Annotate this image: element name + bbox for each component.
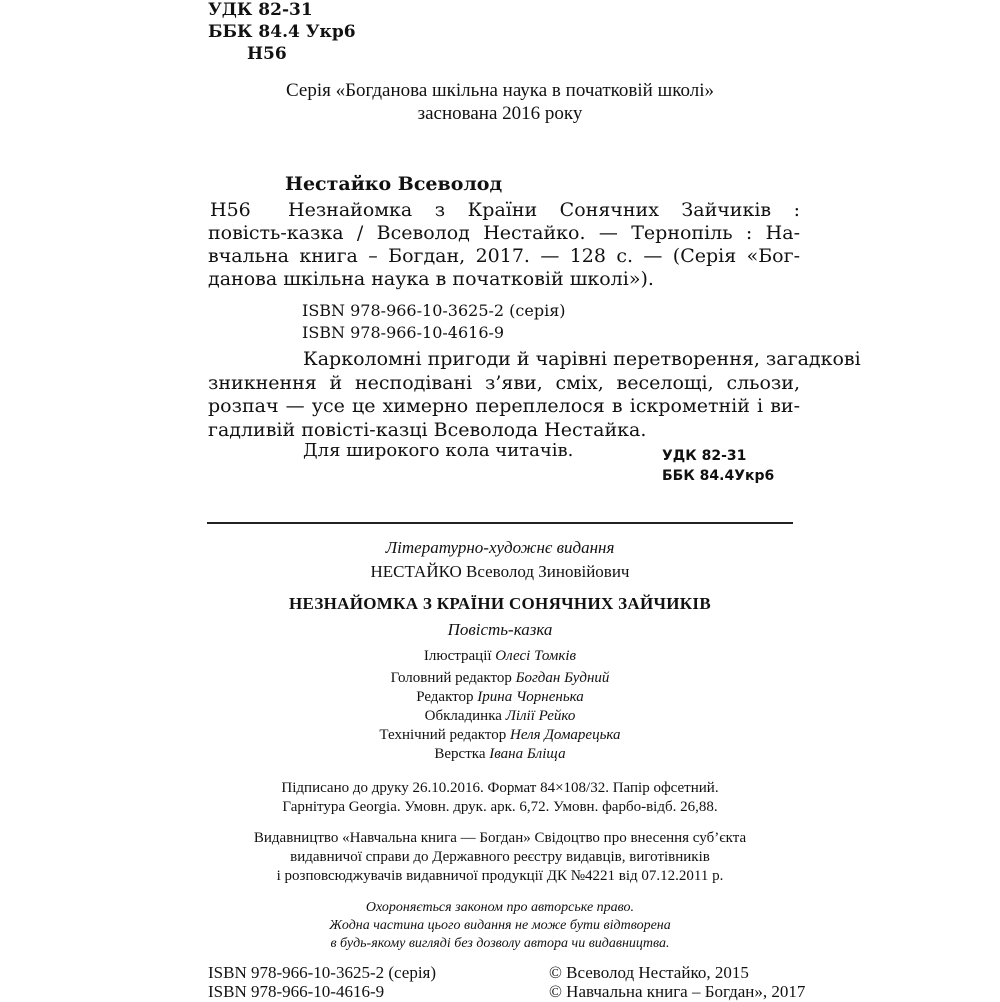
print-details-line-2: Гарнітура Georgia. Умовн. друк. арк. 6,72. Умовн. фарбо-відб. 26,88.	[282, 799, 718, 815]
catalog-annotation	[208, 348, 861, 442]
footer-isbn: ISBN 978-966-10-4616-9	[208, 982, 385, 1001]
imprint-genre: Повість-казка	[447, 620, 553, 639]
description-line: вчальна книга – Богдан, 2017. — 128 с. — (Серія «Бог-	[208, 245, 800, 267]
annotation-line: зникнення й несподівані з’яви, сміх, веселощі, сльози,	[208, 371, 800, 394]
catalog-audience: Для широкого кола читачів.	[303, 440, 574, 461]
publisher-line-2: видавничої справи до Державного реєстру видавців, виготівників	[290, 849, 710, 865]
copyright-notice-line-2: Жодна частина цього видання не може бути відтворена	[329, 918, 671, 933]
catalog-isbn: ISBN 978-966-10-4616-9	[302, 323, 505, 342]
credit-role: Редактор	[416, 689, 474, 705]
illustrations-label: Ілюстрації	[423, 648, 492, 664]
credit-line	[0, 708, 1000, 725]
credit-line	[0, 727, 1000, 744]
annotation-line: гадливій повісті-казці Всеволода Нестайка.	[208, 418, 647, 441]
description-line: данова шкільна наука в початковій школі»).	[208, 268, 654, 290]
credit-role: Головний редактор	[390, 670, 512, 686]
header-udk: УДК 82-31	[208, 0, 313, 20]
description-line: Незнайомка з Країни Сонячних Зайчиків :	[288, 199, 800, 221]
section-divider	[207, 522, 793, 524]
footer-copyright-author: © Всеволод Нестайко, 2015	[549, 963, 749, 982]
copyright-notice-line-3: в будь-якому вигляді без дозволу автора чи видавництва.	[330, 936, 670, 951]
catalog-author: Нестайко Всеволод	[285, 173, 503, 195]
print-details-line-1: Підписано до друку 26.10.2016. Формат 84×108/32. Папір офсетний.	[281, 780, 719, 796]
annotation-line: розпач — усе це химерно переплелося в іскрометній і ви-	[208, 395, 800, 417]
catalog-code: Н56	[210, 199, 251, 221]
catalog-isbn-series: ISBN 978-966-10-3625-2 (серія)	[302, 301, 566, 320]
credit-name: Неля Домарецька	[510, 727, 621, 743]
footer-isbn-series: ISBN 978-966-10-3625-2 (серія)	[208, 963, 437, 982]
series-line-2: заснована 2016 року	[417, 103, 583, 124]
description-line: повість-казка / Всеволод Нестайко. — Тернопіль : На-	[208, 222, 800, 244]
publisher-line-3: і розповсюджувачів видавничої продукції ДК №4221 від 07.12.2011 р.	[276, 868, 724, 884]
credit-name: Ірина Чорненька	[477, 689, 584, 705]
catalog-bbk: ББК 84.4Укр6	[662, 468, 775, 484]
footer-copyright-publisher: © Навчальна книга – Богдан», 2017	[549, 982, 806, 1001]
credit-name: Богдан Будний	[515, 670, 610, 686]
header-code: Н56	[247, 44, 287, 64]
imprint-title: НЕЗНАЙОМКА З КРАЇНИ СОНЯЧНИХ ЗАЙЧИКІВ	[289, 594, 711, 613]
credit-line	[0, 746, 1000, 763]
publisher-line-1: Видавництво «Навчальна книга — Богдан» Свідоцтво про внесення суб’єкта	[253, 830, 747, 846]
series-line-1: Серія «Богданова шкільна наука в початковій школі»	[286, 80, 714, 101]
credit-role: Обкладинка	[424, 708, 502, 724]
catalog-udk: УДК 82-31	[662, 448, 747, 464]
credit-line	[0, 670, 1000, 687]
imprint-edition-type: Літературно-художнє видання	[385, 538, 615, 557]
credit-role: Верстка	[434, 746, 486, 762]
credit-name: Лілії Рейко	[505, 708, 576, 724]
credit-name: Івана Бліща	[489, 746, 566, 762]
illustrations-name: Олесі Томків	[495, 648, 577, 664]
credit-role: Технічний редактор	[379, 727, 507, 743]
credit-line	[0, 689, 1000, 706]
imprint-author: НЕСТАЙКО Всеволод Зиновійович	[370, 562, 630, 581]
header-bbk: ББК 84.4 Укр6	[208, 22, 356, 42]
annotation-line: Карколомні пригоди й чарівні перетворення, загадкові	[303, 348, 861, 370]
copyright-notice-line-1: Охороняється законом про авторське право.	[365, 900, 635, 915]
imprint-illustrations	[0, 648, 1000, 665]
